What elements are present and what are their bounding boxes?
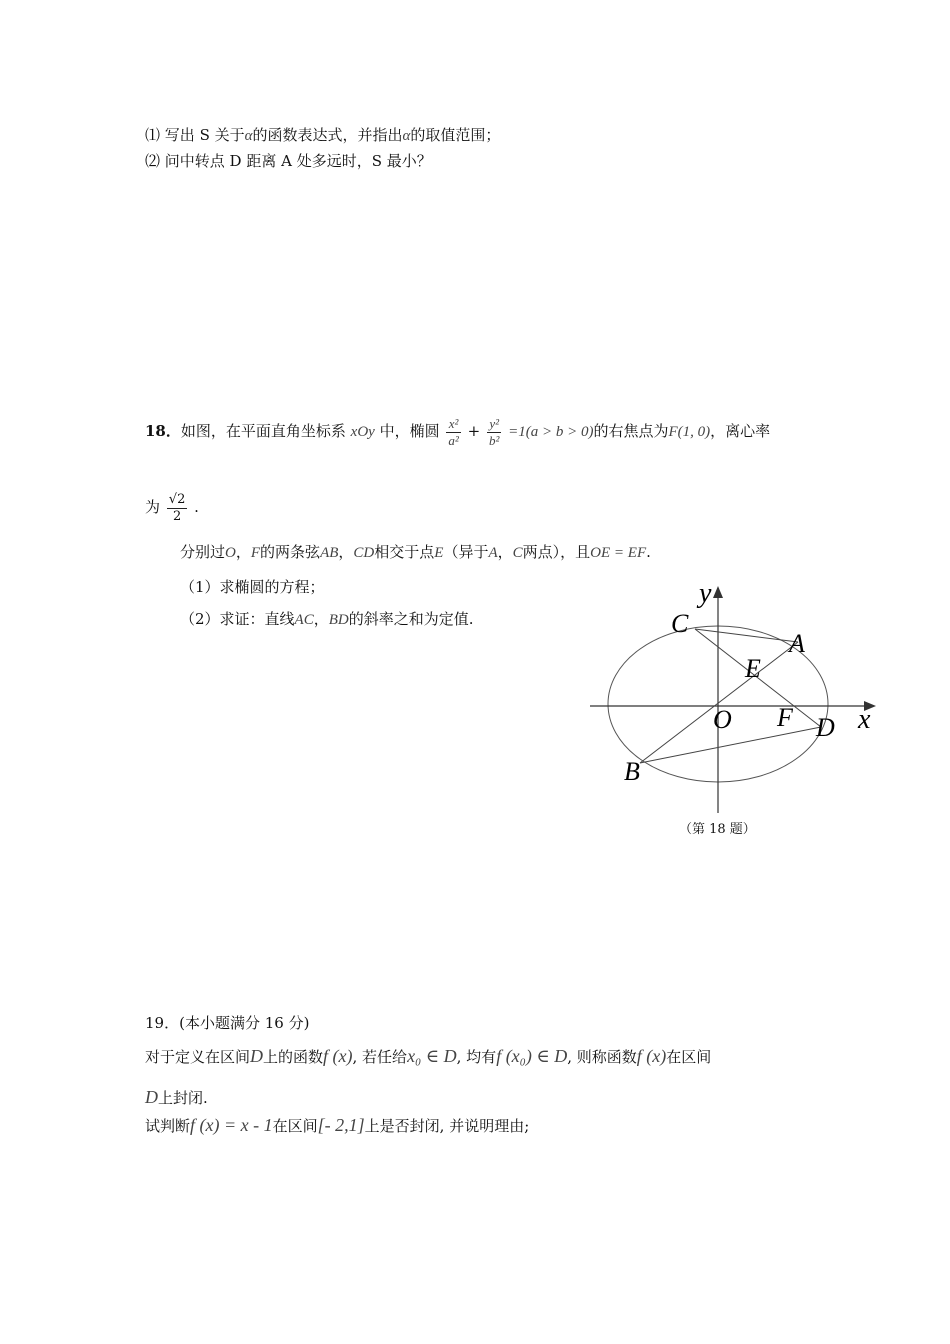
q18-part2-b: 的斜率之和为定值. xyxy=(348,610,474,628)
q18-focus: F(1, 0) xyxy=(668,424,711,440)
line-ac-segment xyxy=(695,629,798,642)
label-a: A xyxy=(789,629,805,658)
sep-1: ， xyxy=(235,543,251,561)
chord-ab: AB xyxy=(320,545,339,561)
ecc-num: √2 xyxy=(168,491,186,507)
q19-task-a: 试判断 xyxy=(145,1117,191,1135)
chord-ab-line xyxy=(640,642,798,763)
q19-task-c: 上是否封闭, 并说明理由; xyxy=(364,1117,530,1135)
label-y: y xyxy=(699,578,712,609)
func-fx-2: f (x) xyxy=(636,1046,667,1066)
sep-4: ， xyxy=(313,610,329,628)
task-interval: [- 2,1] xyxy=(317,1115,365,1135)
q17-alpha-2: α xyxy=(402,128,411,144)
y-axis-arrow xyxy=(713,586,723,598)
sep-2: ， xyxy=(338,543,354,561)
condition: OE = EF xyxy=(590,545,647,561)
q19-task xyxy=(145,1115,529,1136)
q18-part1: （1）求椭圆的方程； xyxy=(180,578,325,596)
pt-o: O xyxy=(225,545,236,561)
ellipse-plus: + xyxy=(467,422,481,440)
q18-chords-e: 两点），且 xyxy=(522,543,591,561)
q19-definition xyxy=(145,1046,711,1067)
ellipse-y-fraction xyxy=(487,416,501,449)
q18-intro-a: 如图，在平面直角坐标系 xyxy=(180,422,346,440)
task-function: f (x) = x - 1 xyxy=(190,1115,273,1135)
line-bd: BD xyxy=(328,612,349,628)
label-o: O xyxy=(713,705,732,734)
ellipse-y-num: y² xyxy=(487,416,501,433)
label-e: E xyxy=(745,654,761,683)
ellipse-y-den: b² xyxy=(488,432,500,448)
set-d-2: D xyxy=(145,1087,158,1107)
q19-header: 19．(本小题满分 16 分) xyxy=(145,1014,310,1032)
q18-part2 xyxy=(180,609,474,630)
ellipse-rhs: =1(a > b > 0) xyxy=(508,424,594,440)
q18-intro-c: 的右焦点为 xyxy=(593,422,669,440)
fx0-in-d: f (x₀) ∈ D xyxy=(496,1046,568,1066)
q18-intro-d: ，离心率 xyxy=(710,422,771,440)
q18-ecc-end: . xyxy=(194,498,199,516)
x0-in-d: x₀ ∈ D xyxy=(407,1046,457,1066)
q17-part1-text-c: 的取值范围； xyxy=(410,126,501,144)
ellipse-x-den: a² xyxy=(448,432,459,448)
q18-chords xyxy=(180,542,651,563)
q17-part1 xyxy=(145,125,500,146)
q19-def-d: , 均有 xyxy=(456,1048,497,1066)
q17-part1-text-b: 的函数表达式，并指出 xyxy=(252,126,403,144)
q19-def-e: , 则称函数 xyxy=(567,1048,637,1066)
q17-part2: ⑵ 问中转点 D 距离 A 处多远时，S 最小？ xyxy=(145,152,432,170)
sep-3: ， xyxy=(497,543,513,561)
set-d: D xyxy=(250,1046,264,1066)
q19-def-a: 对于定义在区间 xyxy=(145,1048,251,1066)
q19-def-g: 上封闭. xyxy=(158,1089,208,1107)
q18-ecc-prefix: 为 xyxy=(145,498,161,516)
q18-part2-a: （2）求证：直线 xyxy=(180,610,295,628)
label-b: B xyxy=(624,757,640,786)
figure-caption: （第 18 题） xyxy=(679,822,756,837)
q19-definition-end xyxy=(145,1087,208,1108)
q18-intro xyxy=(145,412,770,451)
q18-chords-b: 的两条弦 xyxy=(260,543,321,561)
q17-part1-number: ⑴ xyxy=(145,126,161,144)
q18-eccentricity xyxy=(145,488,199,526)
func-fx: f (x) xyxy=(323,1046,353,1066)
pt-c: C xyxy=(512,545,523,561)
q18-intro-b: 中，椭圆 xyxy=(379,422,440,440)
ellipse-x-num: x² xyxy=(446,416,460,433)
q18-chords-c: 相交于点 xyxy=(374,543,435,561)
q19-task-b: 在区间 xyxy=(272,1117,318,1135)
q18-chords-end: . xyxy=(646,543,651,561)
label-c: C xyxy=(671,609,689,638)
pt-f: F xyxy=(250,545,261,561)
ecc-den: 2 xyxy=(172,508,182,524)
q18-chords-d: （异于 xyxy=(443,543,489,561)
label-d: D xyxy=(816,713,835,742)
q19-def-f: 在区间 xyxy=(666,1048,712,1066)
q17-part1-text-a: 写出 S 关于 xyxy=(164,126,245,144)
ellipse-figure xyxy=(580,570,890,845)
q18-number: 18． xyxy=(145,422,181,440)
q18-chords-a: 分别过 xyxy=(180,543,226,561)
q18-coord-system: xOy xyxy=(350,424,375,440)
line-ac: AC xyxy=(294,612,314,628)
ecc-fraction xyxy=(167,492,188,525)
pt-a: A xyxy=(488,545,498,561)
label-x: x xyxy=(858,704,871,735)
ellipse-x-fraction xyxy=(446,416,460,449)
q17-alpha: α xyxy=(244,128,253,144)
q19-def-b: 上的函数 xyxy=(263,1048,324,1066)
chord-cd: CD xyxy=(353,545,375,561)
pt-e: E xyxy=(434,545,444,561)
label-f: F xyxy=(777,703,793,732)
q19-def-c: , 若任给 xyxy=(352,1048,408,1066)
